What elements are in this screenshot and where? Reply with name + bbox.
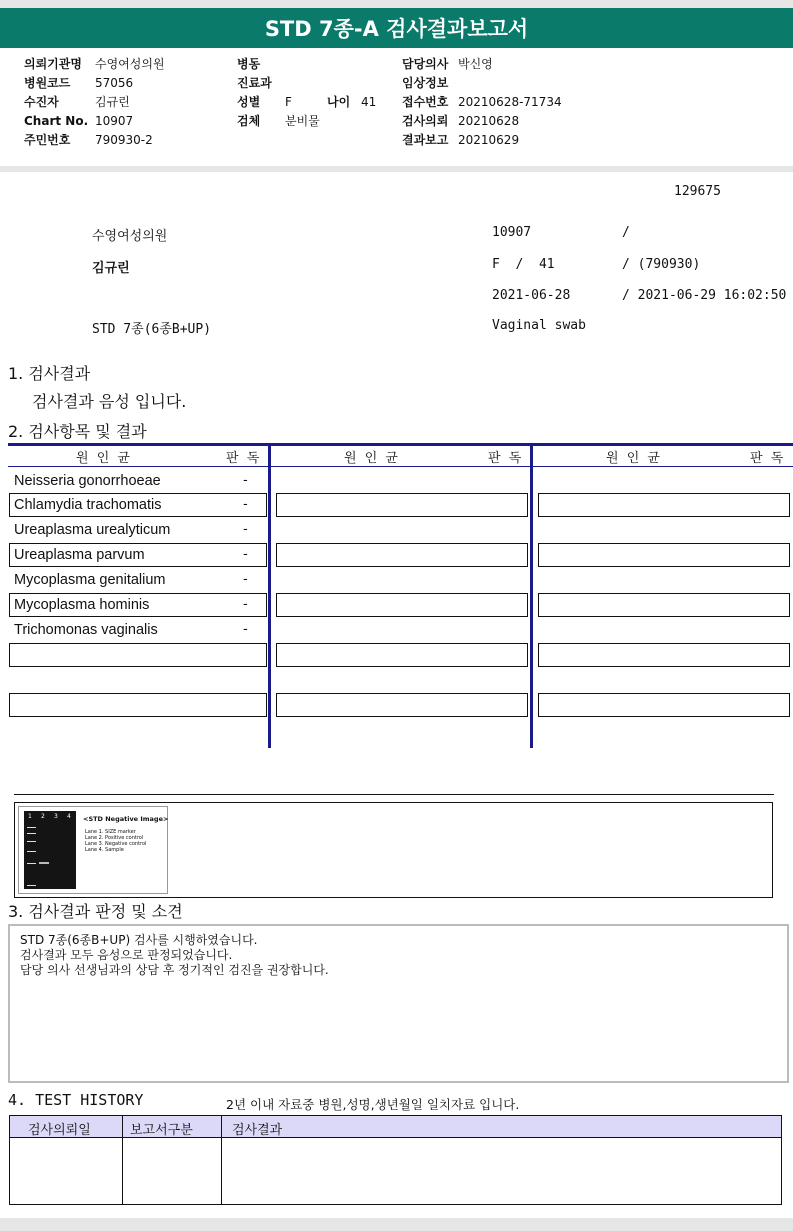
result-item-name: Trichomonas vaginalis [14, 622, 158, 638]
gel-band [27, 841, 36, 842]
col1-header-pathogen: 원 인 균 [76, 451, 132, 466]
results-row-box [538, 543, 790, 567]
gel-lane-label: 4 [67, 813, 71, 820]
result-item-value: - [243, 597, 248, 612]
gel-band [27, 851, 36, 852]
results-column-divider-2 [530, 443, 533, 748]
info-slash: / [622, 225, 630, 240]
header-row-ward: 병동 [237, 57, 261, 71]
gel-lane-label: 1 [28, 813, 32, 820]
header-row-hospital-code: 병원코드 57056 [24, 76, 134, 90]
id-number: 129675 [674, 184, 721, 199]
info-date-received: 2021-06-28 [492, 288, 571, 303]
header-row-clinic: 의뢰기관명 수영여성의원 [24, 57, 165, 71]
gel-image-panel [18, 806, 168, 894]
info-test-name: STD 7종(6종B+UP) [92, 322, 212, 337]
gel-legend-item: Lane 1. SIZE marker [85, 829, 136, 835]
gel-lane-label: 2 [41, 813, 45, 820]
header-row-specimen: 검체 분비물 [237, 114, 320, 128]
gel-legend-item: Lane 3. Negative control [85, 841, 147, 847]
results-row-box [276, 543, 528, 567]
gel-legend [85, 829, 146, 853]
results-row-box [9, 693, 267, 717]
results-row-box [538, 643, 790, 667]
info-specimen: Vaginal swab [492, 318, 586, 333]
history-table-header [10, 1116, 781, 1138]
section1-title: 1. 검사결과 [8, 364, 91, 383]
results-row-box [538, 693, 790, 717]
results-column-divider-1 [268, 443, 271, 748]
results-row-box [276, 693, 528, 717]
col3-header-result: 판 독 [750, 451, 786, 466]
result-item-value: - [243, 572, 248, 587]
opinion-line: 검사결과 모두 음성으로 판정되었습니다. [20, 948, 233, 962]
info-clinic: 수영여성의원 [92, 229, 168, 244]
history-col-result: 검사결과 [232, 1123, 283, 1138]
history-col-divider [122, 1116, 123, 1204]
header-row-patient: 수진자 김규린 [24, 95, 130, 109]
results-row-box [538, 493, 790, 517]
header-separator [0, 166, 793, 172]
header-left [24, 55, 165, 150]
gel-legend-item: Lane 4. Sample [85, 847, 124, 853]
gel-band [27, 833, 36, 834]
history-col-divider [221, 1116, 222, 1204]
report-title: STD 7종-A 검사결과보고서 [0, 8, 793, 48]
header-row-receipt-no: 접수번호 20210628-71734 [402, 95, 562, 109]
gel-band [39, 862, 49, 864]
result-item-value: - [243, 622, 248, 637]
history-note: 2년 이내 자료중 병원,성명,생년월일 일치자료 입니다. [226, 1097, 520, 1112]
result-item-name: Neisseria gonorrhoeae [14, 473, 161, 489]
header-row-request-date: 검사의뢰 20210628 [402, 114, 520, 128]
result-item-name: Mycoplasma hominis [14, 597, 150, 613]
results-table-header-border [8, 466, 793, 467]
result-item-name: Chlamydia trachomatis [14, 497, 162, 513]
col2-header-pathogen: 원 인 균 [344, 451, 400, 466]
header-row-resident-no: 주민번호 790930-2 [24, 133, 153, 147]
opinion-box [8, 924, 789, 1083]
result-item-value: - [243, 497, 248, 512]
header-row-chart-no: Chart No. 10907 [24, 114, 134, 128]
bottom-margin-bar [0, 1218, 793, 1231]
info-chart-no: 10907 [492, 225, 532, 240]
gel-legend-item: Lane 2. Positive control [85, 835, 144, 841]
header-row-clinical-info: 임상정보 [402, 76, 449, 90]
info-patient-name: 김규린 [92, 261, 130, 276]
header-row-dept: 진료과 [237, 76, 272, 90]
gel-lane-label: 3 [54, 813, 58, 820]
result-item-name: Ureaplasma parvum [14, 547, 145, 563]
history-table [9, 1115, 782, 1205]
header-row-report-date: 결과보고 20210629 [402, 133, 520, 147]
gel-image [24, 811, 76, 889]
col1-header-result: 판 독 [226, 451, 262, 466]
results-row-box [9, 643, 267, 667]
result-item-value: - [243, 547, 248, 562]
info-birth: / (790930) [622, 257, 701, 272]
result-item-name: Mycoplasma genitalium [14, 572, 166, 588]
header-row-doctor: 담당의사 박신영 [402, 57, 493, 71]
result-item-value: - [243, 522, 248, 537]
results-row-box [276, 643, 528, 667]
col2-header-result: 판 독 [488, 451, 524, 466]
col3-header-pathogen: 원 인 균 [606, 451, 662, 466]
header-row-sex-age: 성별 F 나이 41 [237, 95, 377, 109]
header-right [402, 55, 562, 150]
result-item-name: Ureaplasma urealyticum [14, 522, 171, 538]
gel-band [27, 863, 36, 864]
section3-title: 3. 검사결과 판정 및 소견 [8, 902, 183, 921]
info-date-reported: / 2021-06-29 16:02:50 [622, 288, 787, 303]
gel-band [27, 827, 36, 828]
gel-image-title: <STD Negative Image> [83, 815, 169, 823]
gel-band [27, 885, 36, 886]
result-item-value: - [243, 473, 248, 488]
info-sex-age: F / 41 [492, 257, 555, 272]
opinion-line: 담당 의사 선생님과의 상담 후 정기적인 검진을 권장합니다. [20, 963, 329, 977]
section2-title: 2. 검사항목 및 결과 [8, 422, 147, 441]
results-row-box [538, 593, 790, 617]
results-row-box [276, 493, 528, 517]
top-margin-bar [0, 0, 793, 8]
opinion-line: STD 7종(6종B+UP) 검사를 시행하였습니다. [20, 933, 258, 947]
image-frame-top [14, 794, 774, 795]
section1-result: 검사결과 음성 입니다. [32, 392, 187, 411]
results-table-top-border [8, 443, 793, 446]
history-col-request-date: 검사의뢰일 [28, 1123, 91, 1138]
results-row-box [276, 593, 528, 617]
history-col-report-type: 보고서구분 [130, 1123, 193, 1138]
header-mid [237, 55, 387, 131]
section4-title: 4. TEST HISTORY [8, 1091, 144, 1109]
